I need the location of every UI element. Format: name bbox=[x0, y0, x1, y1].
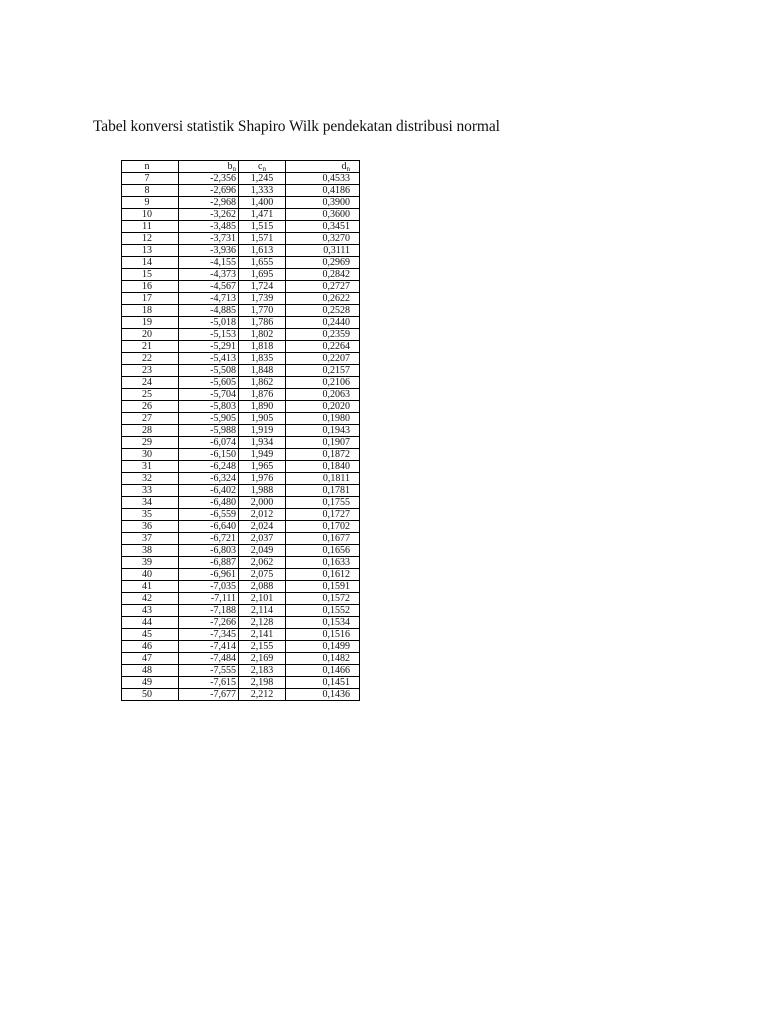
cell-n: 15 bbox=[122, 269, 179, 281]
table-row bbox=[122, 233, 360, 245]
cell-n: 12 bbox=[122, 233, 179, 245]
cell-n: 24 bbox=[122, 377, 179, 389]
header-bn bbox=[179, 161, 239, 173]
header-cn-main: c bbox=[258, 161, 263, 172]
table-row bbox=[122, 437, 360, 449]
cell-cn: 1,471 bbox=[239, 209, 286, 221]
cell-dn: 0,1451 bbox=[286, 677, 360, 689]
cell-cn: 2,155 bbox=[239, 641, 286, 653]
cell-bn: -6,961 bbox=[179, 569, 239, 581]
cell-dn: 0,1943 bbox=[286, 425, 360, 437]
cell-dn: 0,2528 bbox=[286, 305, 360, 317]
table-row bbox=[122, 629, 360, 641]
cell-cn: 1,695 bbox=[239, 269, 286, 281]
cell-bn: -7,035 bbox=[179, 581, 239, 593]
cell-n: 38 bbox=[122, 545, 179, 557]
cell-dn: 0,2727 bbox=[286, 281, 360, 293]
cell-n: 44 bbox=[122, 617, 179, 629]
cell-n: 26 bbox=[122, 401, 179, 413]
cell-cn: 1,905 bbox=[239, 413, 286, 425]
cell-bn: -6,150 bbox=[179, 449, 239, 461]
cell-bn: -3,262 bbox=[179, 209, 239, 221]
cell-n: 19 bbox=[122, 317, 179, 329]
cell-dn: 0,1840 bbox=[286, 461, 360, 473]
table-row bbox=[122, 305, 360, 317]
cell-cn: 2,141 bbox=[239, 629, 286, 641]
shapiro-wilk-table bbox=[121, 160, 360, 701]
cell-cn: 2,169 bbox=[239, 653, 286, 665]
cell-cn: 2,012 bbox=[239, 509, 286, 521]
cell-dn: 0,1872 bbox=[286, 449, 360, 461]
cell-n: 28 bbox=[122, 425, 179, 437]
cell-n: 27 bbox=[122, 413, 179, 425]
cell-dn: 0,2440 bbox=[286, 317, 360, 329]
cell-cn: 2,037 bbox=[239, 533, 286, 545]
table-row bbox=[122, 341, 360, 353]
table-row bbox=[122, 665, 360, 677]
table-row bbox=[122, 497, 360, 509]
table-row bbox=[122, 593, 360, 605]
cell-cn: 2,024 bbox=[239, 521, 286, 533]
cell-n: 10 bbox=[122, 209, 179, 221]
cell-bn: -5,704 bbox=[179, 389, 239, 401]
table-row bbox=[122, 473, 360, 485]
table-row bbox=[122, 689, 360, 701]
table-row bbox=[122, 617, 360, 629]
cell-bn: -5,605 bbox=[179, 377, 239, 389]
cell-bn: -7,345 bbox=[179, 629, 239, 641]
table-row bbox=[122, 581, 360, 593]
cell-dn: 0,1482 bbox=[286, 653, 360, 665]
cell-bn: -5,153 bbox=[179, 329, 239, 341]
cell-n: 14 bbox=[122, 257, 179, 269]
cell-bn: -6,074 bbox=[179, 437, 239, 449]
cell-cn: 1,848 bbox=[239, 365, 286, 377]
cell-cn: 2,198 bbox=[239, 677, 286, 689]
cell-dn: 0,4533 bbox=[286, 173, 360, 185]
cell-bn: -5,803 bbox=[179, 401, 239, 413]
cell-dn: 0,1727 bbox=[286, 509, 360, 521]
header-dn bbox=[286, 161, 360, 173]
cell-cn: 1,818 bbox=[239, 341, 286, 353]
cell-n: 16 bbox=[122, 281, 179, 293]
header-bn-sub: n bbox=[232, 165, 236, 173]
cell-bn: -4,373 bbox=[179, 269, 239, 281]
cell-bn: -4,155 bbox=[179, 257, 239, 269]
cell-dn: 0,1633 bbox=[286, 557, 360, 569]
cell-cn: 1,245 bbox=[239, 173, 286, 185]
cell-bn: -2,696 bbox=[179, 185, 239, 197]
cell-cn: 1,835 bbox=[239, 353, 286, 365]
cell-cn: 1,919 bbox=[239, 425, 286, 437]
cell-n: 48 bbox=[122, 665, 179, 677]
table-row bbox=[122, 641, 360, 653]
table-body bbox=[122, 173, 360, 701]
cell-dn: 0,3111 bbox=[286, 245, 360, 257]
table-row bbox=[122, 281, 360, 293]
table-row bbox=[122, 221, 360, 233]
cell-bn: -7,414 bbox=[179, 641, 239, 653]
header-dn-main: d bbox=[341, 161, 347, 172]
table-row bbox=[122, 293, 360, 305]
cell-bn: -7,188 bbox=[179, 605, 239, 617]
table-row bbox=[122, 245, 360, 257]
table-row bbox=[122, 173, 360, 185]
cell-bn: -6,402 bbox=[179, 485, 239, 497]
cell-cn: 1,890 bbox=[239, 401, 286, 413]
header-cn bbox=[239, 161, 286, 173]
cell-n: 22 bbox=[122, 353, 179, 365]
cell-n: 29 bbox=[122, 437, 179, 449]
cell-bn: -6,559 bbox=[179, 509, 239, 521]
table-row bbox=[122, 677, 360, 689]
cell-n: 23 bbox=[122, 365, 179, 377]
table-row bbox=[122, 197, 360, 209]
cell-dn: 0,1572 bbox=[286, 593, 360, 605]
header-cn-sub: n bbox=[262, 165, 266, 173]
cell-cn: 1,724 bbox=[239, 281, 286, 293]
cell-bn: -4,885 bbox=[179, 305, 239, 317]
cell-cn: 1,571 bbox=[239, 233, 286, 245]
cell-bn: -4,713 bbox=[179, 293, 239, 305]
cell-n: 8 bbox=[122, 185, 179, 197]
cell-dn: 0,2063 bbox=[286, 389, 360, 401]
cell-n: 42 bbox=[122, 593, 179, 605]
cell-dn: 0,3900 bbox=[286, 197, 360, 209]
cell-cn: 1,934 bbox=[239, 437, 286, 449]
cell-bn: -7,615 bbox=[179, 677, 239, 689]
table-row bbox=[122, 413, 360, 425]
table-row bbox=[122, 185, 360, 197]
cell-cn: 1,802 bbox=[239, 329, 286, 341]
cell-bn: -7,484 bbox=[179, 653, 239, 665]
cell-cn: 1,949 bbox=[239, 449, 286, 461]
cell-dn: 0,1466 bbox=[286, 665, 360, 677]
cell-dn: 0,2106 bbox=[286, 377, 360, 389]
cell-cn: 1,613 bbox=[239, 245, 286, 257]
cell-n: 46 bbox=[122, 641, 179, 653]
table-row bbox=[122, 257, 360, 269]
cell-dn: 0,2969 bbox=[286, 257, 360, 269]
cell-cn: 1,739 bbox=[239, 293, 286, 305]
cell-bn: -6,480 bbox=[179, 497, 239, 509]
cell-n: 30 bbox=[122, 449, 179, 461]
cell-bn: -5,508 bbox=[179, 365, 239, 377]
cell-dn: 0,1591 bbox=[286, 581, 360, 593]
cell-dn: 0,2020 bbox=[286, 401, 360, 413]
cell-dn: 0,1755 bbox=[286, 497, 360, 509]
cell-bn: -6,721 bbox=[179, 533, 239, 545]
cell-bn: -2,968 bbox=[179, 197, 239, 209]
cell-n: 34 bbox=[122, 497, 179, 509]
table-row bbox=[122, 569, 360, 581]
table-row bbox=[122, 401, 360, 413]
table-row bbox=[122, 209, 360, 221]
header-n: n bbox=[122, 161, 179, 173]
cell-bn: -5,291 bbox=[179, 341, 239, 353]
cell-dn: 0,1677 bbox=[286, 533, 360, 545]
cell-bn: -4,567 bbox=[179, 281, 239, 293]
cell-cn: 2,101 bbox=[239, 593, 286, 605]
cell-n: 39 bbox=[122, 557, 179, 569]
cell-dn: 0,2264 bbox=[286, 341, 360, 353]
cell-bn: -7,111 bbox=[179, 593, 239, 605]
cell-n: 50 bbox=[122, 689, 179, 701]
cell-n: 45 bbox=[122, 629, 179, 641]
table-row bbox=[122, 449, 360, 461]
cell-cn: 1,770 bbox=[239, 305, 286, 317]
cell-dn: 0,1534 bbox=[286, 617, 360, 629]
table-row bbox=[122, 521, 360, 533]
cell-cn: 1,786 bbox=[239, 317, 286, 329]
table-row bbox=[122, 533, 360, 545]
cell-dn: 0,1436 bbox=[286, 689, 360, 701]
table-row bbox=[122, 605, 360, 617]
cell-cn: 1,876 bbox=[239, 389, 286, 401]
cell-dn: 0,1907 bbox=[286, 437, 360, 449]
cell-cn: 2,088 bbox=[239, 581, 286, 593]
cell-cn: 2,062 bbox=[239, 557, 286, 569]
table-row bbox=[122, 509, 360, 521]
cell-cn: 1,862 bbox=[239, 377, 286, 389]
cell-dn: 0,1811 bbox=[286, 473, 360, 485]
cell-bn: -6,324 bbox=[179, 473, 239, 485]
cell-n: 32 bbox=[122, 473, 179, 485]
cell-cn: 2,212 bbox=[239, 689, 286, 701]
cell-dn: 0,2157 bbox=[286, 365, 360, 377]
cell-n: 17 bbox=[122, 293, 179, 305]
cell-dn: 0,1781 bbox=[286, 485, 360, 497]
cell-n: 40 bbox=[122, 569, 179, 581]
cell-n: 41 bbox=[122, 581, 179, 593]
cell-bn: -3,731 bbox=[179, 233, 239, 245]
table-row bbox=[122, 389, 360, 401]
cell-cn: 1,655 bbox=[239, 257, 286, 269]
table-row bbox=[122, 365, 360, 377]
cell-dn: 0,1552 bbox=[286, 605, 360, 617]
cell-bn: -3,936 bbox=[179, 245, 239, 257]
cell-bn: -7,555 bbox=[179, 665, 239, 677]
cell-cn: 1,333 bbox=[239, 185, 286, 197]
cell-n: 13 bbox=[122, 245, 179, 257]
table-row bbox=[122, 353, 360, 365]
cell-cn: 1,988 bbox=[239, 485, 286, 497]
cell-n: 18 bbox=[122, 305, 179, 317]
cell-n: 47 bbox=[122, 653, 179, 665]
cell-dn: 0,1656 bbox=[286, 545, 360, 557]
cell-n: 31 bbox=[122, 461, 179, 473]
cell-dn: 0,1702 bbox=[286, 521, 360, 533]
cell-bn: -6,803 bbox=[179, 545, 239, 557]
cell-cn: 2,075 bbox=[239, 569, 286, 581]
cell-dn: 0,4186 bbox=[286, 185, 360, 197]
cell-dn: 0,3270 bbox=[286, 233, 360, 245]
table-row bbox=[122, 425, 360, 437]
cell-cn: 2,049 bbox=[239, 545, 286, 557]
cell-dn: 0,3451 bbox=[286, 221, 360, 233]
cell-n: 35 bbox=[122, 509, 179, 521]
table-header-row bbox=[122, 161, 360, 173]
table-row bbox=[122, 653, 360, 665]
cell-bn: -6,640 bbox=[179, 521, 239, 533]
cell-dn: 0,2359 bbox=[286, 329, 360, 341]
table-row bbox=[122, 377, 360, 389]
cell-bn: -6,887 bbox=[179, 557, 239, 569]
table-row bbox=[122, 461, 360, 473]
cell-n: 49 bbox=[122, 677, 179, 689]
cell-dn: 0,1516 bbox=[286, 629, 360, 641]
cell-bn: -7,677 bbox=[179, 689, 239, 701]
cell-n: 37 bbox=[122, 533, 179, 545]
cell-cn: 1,976 bbox=[239, 473, 286, 485]
cell-cn: 2,183 bbox=[239, 665, 286, 677]
cell-n: 21 bbox=[122, 341, 179, 353]
cell-bn: -3,485 bbox=[179, 221, 239, 233]
cell-cn: 1,965 bbox=[239, 461, 286, 473]
table-row bbox=[122, 317, 360, 329]
cell-cn: 1,515 bbox=[239, 221, 286, 233]
cell-dn: 0,1499 bbox=[286, 641, 360, 653]
header-bn-main: b bbox=[227, 161, 233, 172]
cell-bn: -5,988 bbox=[179, 425, 239, 437]
cell-dn: 0,2207 bbox=[286, 353, 360, 365]
cell-n: 20 bbox=[122, 329, 179, 341]
cell-dn: 0,2622 bbox=[286, 293, 360, 305]
cell-n: 25 bbox=[122, 389, 179, 401]
cell-dn: 0,3600 bbox=[286, 209, 360, 221]
cell-bn: -5,905 bbox=[179, 413, 239, 425]
cell-bn: -6,248 bbox=[179, 461, 239, 473]
cell-bn: -5,018 bbox=[179, 317, 239, 329]
cell-n: 11 bbox=[122, 221, 179, 233]
cell-cn: 1,400 bbox=[239, 197, 286, 209]
table-row bbox=[122, 557, 360, 569]
cell-bn: -5,413 bbox=[179, 353, 239, 365]
cell-n: 43 bbox=[122, 605, 179, 617]
cell-bn: -7,266 bbox=[179, 617, 239, 629]
table-row bbox=[122, 545, 360, 557]
cell-dn: 0,1980 bbox=[286, 413, 360, 425]
cell-cn: 2,128 bbox=[239, 617, 286, 629]
cell-cn: 2,114 bbox=[239, 605, 286, 617]
table-row bbox=[122, 485, 360, 497]
cell-n: 9 bbox=[122, 197, 179, 209]
cell-cn: 2,000 bbox=[239, 497, 286, 509]
header-dn-sub: n bbox=[346, 165, 350, 173]
cell-n: 7 bbox=[122, 173, 179, 185]
cell-dn: 0,1612 bbox=[286, 569, 360, 581]
table-row bbox=[122, 329, 360, 341]
cell-dn: 0,2842 bbox=[286, 269, 360, 281]
table-row bbox=[122, 269, 360, 281]
cell-n: 36 bbox=[122, 521, 179, 533]
cell-bn: -2,356 bbox=[179, 173, 239, 185]
cell-n: 33 bbox=[122, 485, 179, 497]
page-title: Tabel konversi statistik Shapiro Wilk pendekatan distribusi normal bbox=[93, 118, 500, 135]
